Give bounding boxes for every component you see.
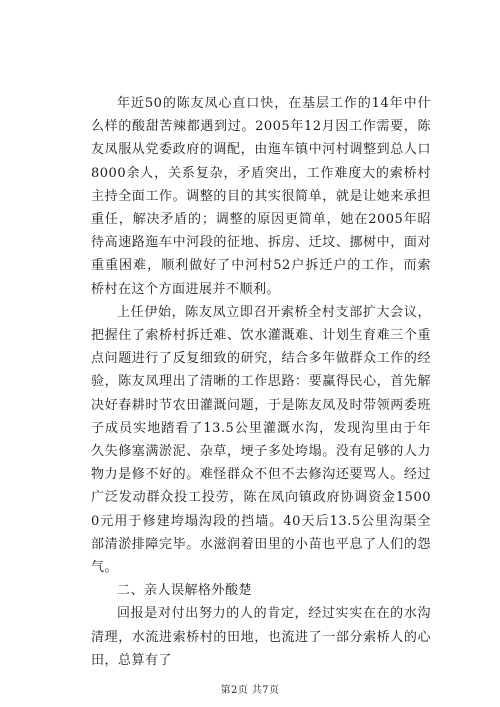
- paragraph-1: 年近50的陈友凤心直口快，在基层工作的14年中什么样的酸甜苦辣都遇到过。2005年12月因工作需要，陈友凤服从党委政府的调配，由迤车镇中河村调整到总人口8000余人，关系复杂，矛盾突出，工作难度大的索桥村主持全面工作。调整的目的其实很简单，就是让她来承担重任，解决矛盾的；调整的原因更简单，她在2005年昭待高速路迤车中河段的征地、拆房、迁坟、挪树中，面对重重困难，顺利做好了中河村52户拆迁户的工作，而索桥村在这个方面进展并不顺利。: [91, 96, 431, 297]
- body-text: [91, 92, 431, 672]
- page-footer: 第2页 共7页: [220, 685, 280, 696]
- paragraph-2: 上任伊始，陈友凤立即召开索桥全村支部扩大会议，把握住了索桥村拆迁难、饮水灌溉难、计划生育难三个重点问题进行了反复细致的研究，结合多年做群众工作的经验，陈友凤理出了清晰的工作思路：要赢得民心，首先解决好春耕时节农田灌溉问题，于是陈友凤及时带领两委班子成员实地踏看了13.5公里灌溉水沟，发现沟里由于年久失修塞满淤泥、杂草，埂子多处垮塌。没有足够的人力物力是修不好的。难怪群众不但不去修沟还要骂人。经过广泛发动群众投工投劳，陈在凤向镇政府协调资金15000元用于修建垮塌沟段的挡墙。40天后13.5公里沟渠全部清淤排障完毕。水滋润着田里的小苗也平息了人们的怨气。: [91, 304, 431, 576]
- section-heading: 二、亲人误解格外酸楚: [117, 583, 253, 599]
- paragraph-3: 回报是对付出努力的人的肯定，经过实实在在的水沟清理，水流进索桥村的田地，也流进了一部分索桥人的心田，总算有了: [91, 606, 431, 668]
